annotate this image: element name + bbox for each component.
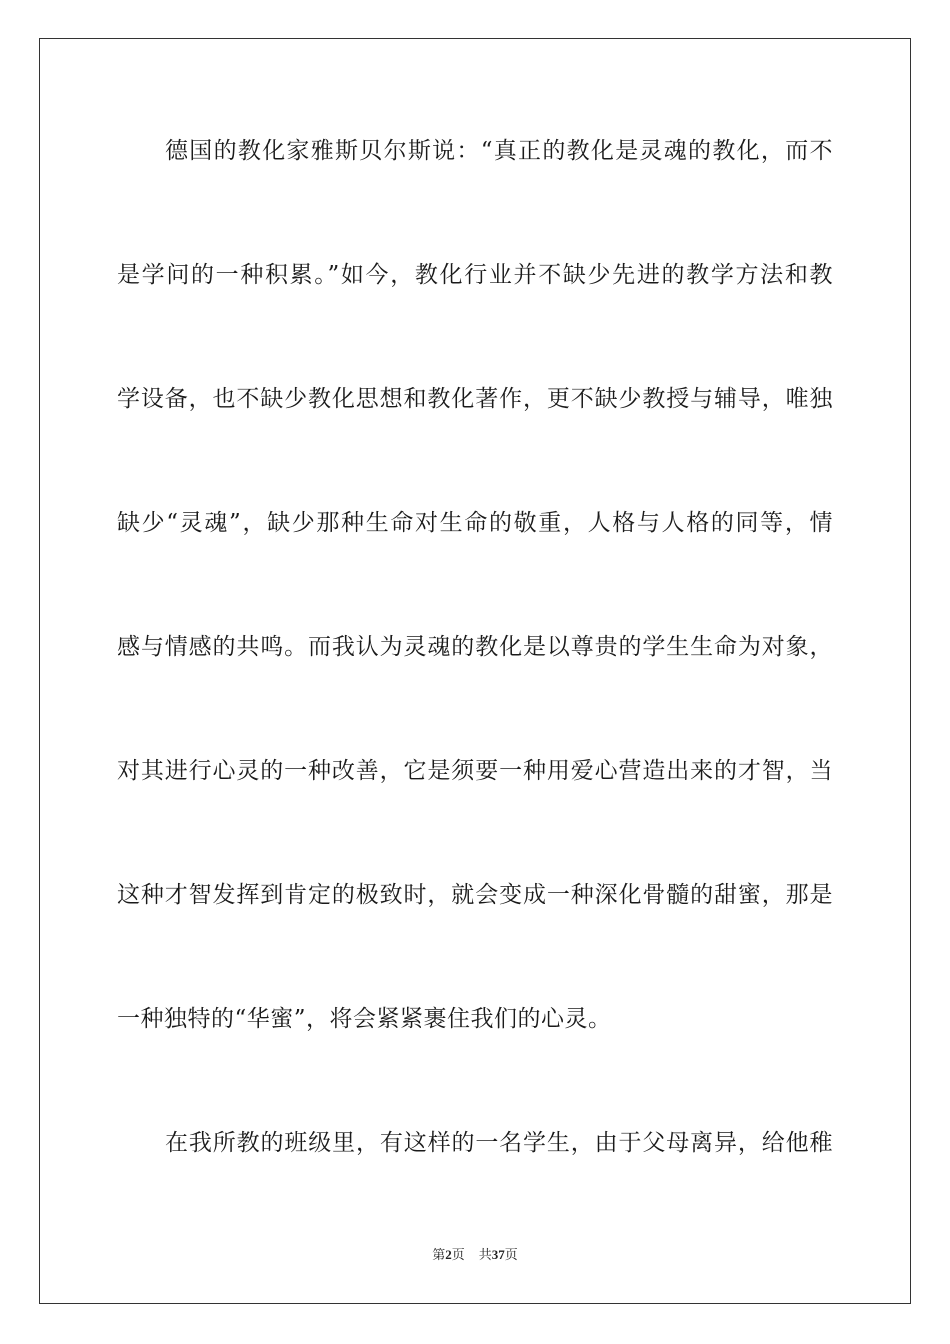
- paragraph-line-4: 缺少“灵魂”，缺少那种生命对生命的敬重，人格与人格的同等，情: [117, 510, 833, 536]
- total-suffix: 页: [504, 1248, 518, 1263]
- paragraph-line-7: 这种才智发挥到肯定的极致时，就会变成一种深化骨髓的甜蜜，那是: [117, 882, 833, 908]
- page-number: 2: [445, 1247, 452, 1262]
- page-suffix: 页: [451, 1248, 465, 1263]
- paragraph-line-3: 学设备，也不缺少教化思想和教化著作，更不缺少教授与辅导，唯独: [117, 386, 833, 412]
- paragraph-line-8: 一种独特的“华蜜”，将会紧紧裹住我们的心灵。: [117, 1006, 612, 1032]
- paragraph-line-1: 德国的教化家雅斯贝尔斯说：“真正的教化是灵魂的教化，而不: [165, 138, 833, 164]
- paragraph-line-5: 感与情感的共鸣。而我认为灵魂的教化是以尊贵的学生生命为对象，: [117, 634, 833, 660]
- paragraph-line-6: 对其进行心灵的一种改善，它是须要一种用爱心营造出来的才智，当: [117, 758, 833, 784]
- total-prefix: 共: [478, 1248, 492, 1263]
- paragraph-line-9: 在我所教的班级里，有这样的一名学生，由于父母离异，给他稚: [165, 1130, 833, 1156]
- page-border: [39, 38, 911, 1304]
- page-footer: [0, 1246, 950, 1265]
- page-prefix: 第: [432, 1248, 446, 1263]
- paragraph-line-2: 是学问的一种积累。”如今，教化行业并不缺少先进的教学方法和教: [117, 262, 833, 288]
- total-pages: 37: [491, 1247, 505, 1262]
